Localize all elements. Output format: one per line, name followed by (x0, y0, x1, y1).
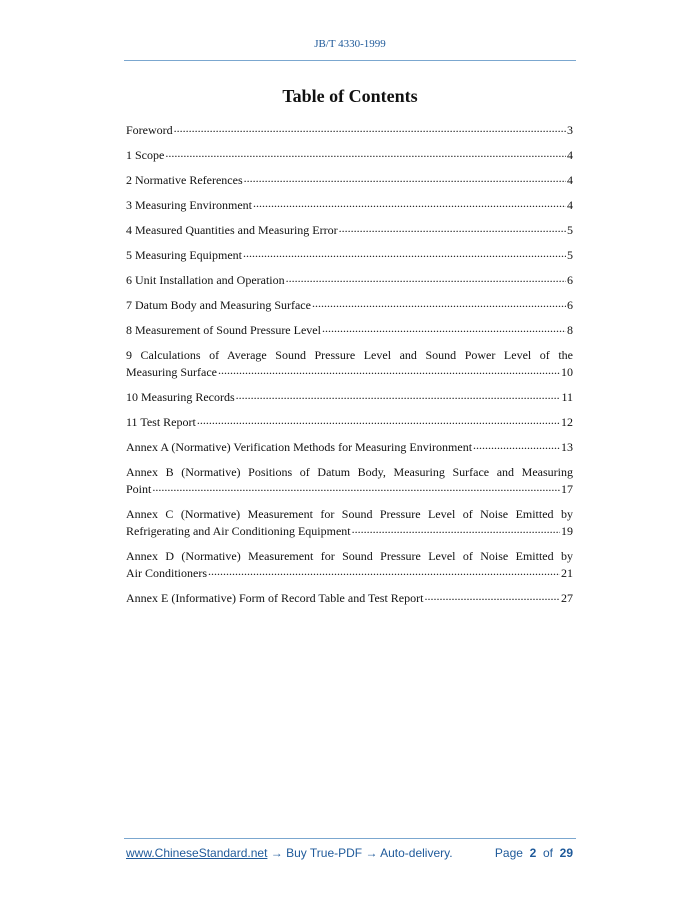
toc-entry-title: Measuring Surface (126, 365, 217, 379)
toc-entry[interactable] (126, 548, 573, 582)
dot-leader (165, 147, 566, 159)
toc-entry[interactable] (126, 247, 573, 264)
site-link[interactable]: www.ChineseStandard.net (126, 846, 268, 860)
toc-entry[interactable] (126, 147, 573, 164)
toc-entry[interactable] (126, 347, 573, 381)
toc-entry-title: Foreword (126, 123, 173, 137)
toc-entry-title: Annex E (Informative) Form of Record Table and Test Report (126, 591, 424, 605)
page-footer (126, 846, 573, 860)
toc-entry-page: 6 (567, 273, 573, 287)
toc-entry-page: 17 (561, 482, 573, 496)
toc-entry-page: 8 (567, 323, 573, 337)
dot-leader (208, 565, 560, 577)
toc-entry-title: 6 Unit Installation and Operation (126, 273, 285, 287)
toc-entry[interactable] (126, 172, 573, 189)
toc-entry-page: 11 (561, 390, 573, 404)
dot-leader (152, 481, 560, 493)
document-code-header: JB/T 4330-1999 (314, 38, 386, 50)
dot-leader (244, 172, 566, 184)
dot-leader (352, 523, 560, 535)
toc-entry[interactable] (126, 590, 573, 607)
toc-entry-title: 8 Measurement of Sound Pressure Level (126, 323, 321, 337)
toc-entry-page: 12 (561, 415, 573, 429)
toc-entry-page: 10 (561, 365, 573, 379)
dot-leader (286, 272, 566, 284)
dot-leader (174, 122, 566, 134)
toc-entry-page: 4 (567, 148, 573, 162)
toc-entry-page: 19 (561, 524, 573, 538)
toc-entry-title-line: Annex B (Normative) Positions of Datum Body, Measuring Surface and Measuring (126, 465, 573, 479)
toc-entry[interactable] (126, 272, 573, 289)
toc-entry-page: 27 (561, 591, 573, 605)
toc-entry-title: Refrigerating and Air Conditioning Equipment (126, 524, 351, 538)
dot-leader (312, 297, 566, 309)
toc-entry-title: 5 Measuring Equipment (126, 248, 242, 262)
dot-leader (424, 590, 560, 602)
dot-leader (197, 414, 560, 426)
footer-promo (126, 846, 453, 860)
footer-divider (124, 838, 576, 839)
dot-leader (253, 197, 566, 209)
toc-entry-title: Annex A (Normative) Verification Methods for Measuring Environment (126, 440, 473, 454)
dot-leader (243, 247, 566, 259)
toc-entry[interactable] (126, 506, 573, 540)
toc-entry[interactable] (126, 414, 573, 431)
toc-entry-title: 1 Scope (126, 148, 165, 162)
toc-entry-page: 5 (567, 248, 573, 262)
toc-entry-title: 2 Normative References (126, 173, 243, 187)
page-total: 29 (559, 846, 573, 860)
toc-entry[interactable] (126, 439, 573, 456)
toc-entry-page: 3 (567, 123, 573, 137)
toc-entry-page: 4 (567, 173, 573, 187)
toc-entry-title-line: 9 Calculations of Average Sound Pressure Level and Sound Power Level of the (126, 348, 573, 362)
toc-entry-title: 11 Test Report (126, 415, 196, 429)
toc-entry-page: 4 (567, 198, 573, 212)
toc-entry-page: 13 (561, 440, 573, 454)
toc-entry-title: 10 Measuring Records (126, 390, 235, 404)
dot-leader (236, 389, 561, 401)
toc-entry[interactable] (126, 222, 573, 239)
dot-leader (322, 322, 566, 334)
toc-entry-title-line: Annex D (Normative) Measurement for Sound Pressure Level of Noise Emitted by (126, 549, 573, 563)
page-current: 2 (529, 846, 537, 860)
page-label: Page (494, 846, 523, 860)
toc-entry-title: 7 Datum Body and Measuring Surface (126, 298, 311, 312)
dot-leader (339, 222, 566, 234)
toc-entry-title: 3 Measuring Environment (126, 198, 252, 212)
toc-entry-title-line: Annex C (Normative) Measurement for Sound Pressure Level of Noise Emitted by (126, 507, 573, 521)
page-title: Table of Contents (282, 86, 418, 106)
promo-text: → Buy True-PDF → Auto-delivery. (267, 846, 453, 860)
page-number (495, 846, 573, 860)
toc-entry-title: Air Conditioners (126, 566, 207, 580)
page-of: of (542, 846, 553, 860)
toc-entry-title: Point (126, 482, 152, 496)
toc-entry[interactable] (126, 464, 573, 498)
toc-entry-title: 4 Measured Quantities and Measuring Error (126, 223, 338, 237)
dot-leader (218, 364, 560, 376)
toc-entry[interactable] (126, 297, 573, 314)
header-divider (124, 60, 576, 61)
toc-entry[interactable] (126, 122, 573, 139)
table-of-contents (126, 122, 573, 615)
dot-leader (473, 439, 560, 451)
toc-entry[interactable] (126, 322, 573, 339)
toc-entry-page: 6 (567, 298, 573, 312)
toc-entry[interactable] (126, 197, 573, 214)
toc-entry[interactable] (126, 389, 573, 406)
toc-entry-page: 21 (561, 566, 573, 580)
toc-entry-page: 5 (567, 223, 573, 237)
